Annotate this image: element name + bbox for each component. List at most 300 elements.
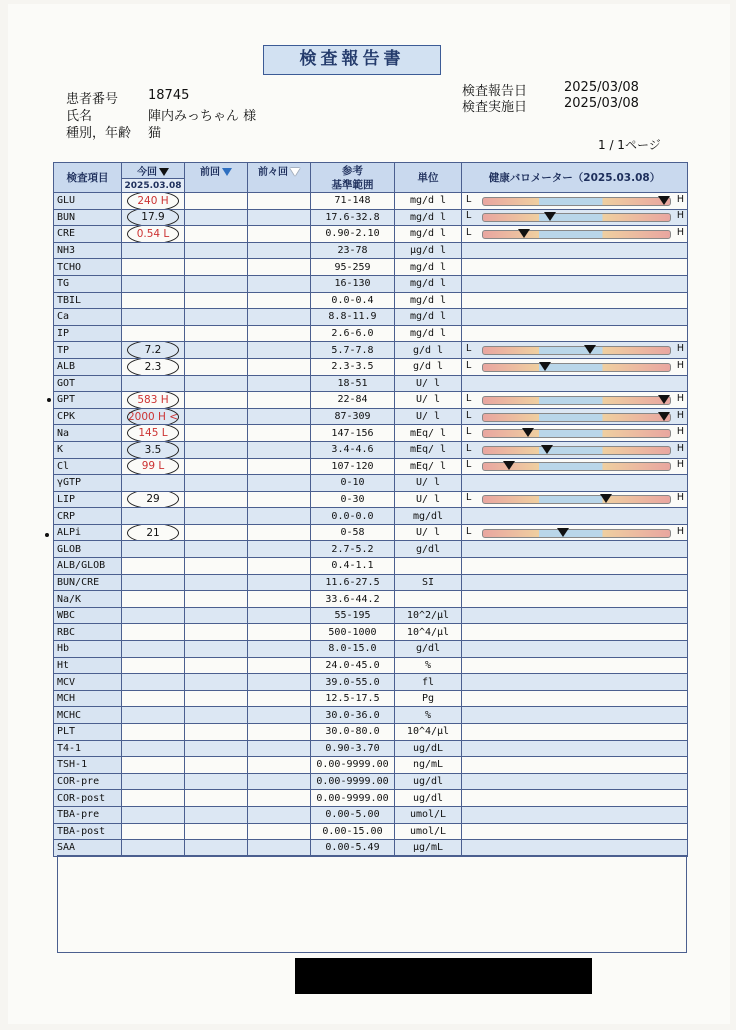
gauge-wrap — [464, 426, 685, 440]
gauge-bar — [482, 396, 671, 405]
current-value-text: 17.9 — [141, 211, 165, 224]
reference-range: 107-120 — [311, 458, 395, 475]
previous2-value — [248, 790, 311, 807]
item-name: CRP — [54, 508, 122, 525]
table-row — [54, 773, 688, 790]
previous2-value — [248, 508, 311, 525]
reference-range: 0.4-1.1 — [311, 558, 395, 575]
table-row — [54, 358, 688, 375]
table-row — [54, 342, 688, 359]
previous-value — [185, 674, 248, 691]
current-value — [122, 242, 185, 259]
previous-value — [185, 607, 248, 624]
current-value — [122, 690, 185, 707]
item-name: COR-pre — [54, 773, 122, 790]
gauge-low-label: L — [466, 409, 472, 421]
comment-box — [57, 855, 687, 953]
unit: mg/d l — [395, 309, 462, 326]
handwritten-circle — [127, 491, 179, 508]
health-gauge — [462, 674, 688, 691]
gauge-high-label: H — [676, 210, 684, 222]
gauge-high-label: H — [676, 426, 684, 438]
previous-value — [185, 657, 248, 674]
species: 猫 — [148, 126, 162, 141]
previous2-value — [248, 392, 311, 409]
table-row — [54, 508, 688, 525]
health-gauge — [462, 292, 688, 309]
previous-value — [185, 242, 248, 259]
health-gauge — [462, 491, 688, 508]
previous-value — [185, 558, 248, 575]
gauge-marker-icon — [658, 412, 670, 421]
gauge-marker-icon — [539, 362, 551, 371]
previous2-value — [248, 674, 311, 691]
item-name: TG — [54, 275, 122, 292]
previous-value — [185, 325, 248, 342]
header-previous: 前回 — [185, 163, 248, 193]
current-value — [122, 790, 185, 807]
gauge-high-label: H — [676, 459, 684, 471]
health-gauge — [462, 408, 688, 425]
current-value — [122, 823, 185, 840]
table-row — [54, 475, 688, 492]
item-name: BUN — [54, 209, 122, 226]
header-previous2: 前々回 — [248, 163, 311, 193]
unit: mg/d l — [395, 259, 462, 276]
current-value — [122, 541, 185, 558]
results-body — [54, 193, 688, 857]
reference-range: 0.00-9999.00 — [311, 790, 395, 807]
previous2-value — [248, 358, 311, 375]
previous-value — [185, 408, 248, 425]
report-date-label: 検査報告日 — [462, 84, 528, 99]
reference-range: 39.0-55.0 — [311, 674, 395, 691]
unit: mEq/ l — [395, 441, 462, 458]
unit: mg/d l — [395, 292, 462, 309]
previous-value — [185, 790, 248, 807]
health-gauge — [462, 773, 688, 790]
handwritten-circle — [127, 441, 179, 458]
table-row — [54, 724, 688, 741]
reference-range: 8.8-11.9 — [311, 309, 395, 326]
previous-value — [185, 342, 248, 359]
current-value — [122, 558, 185, 575]
table-row — [54, 375, 688, 392]
table-row — [54, 458, 688, 475]
item-name: IP — [54, 325, 122, 342]
health-gauge — [462, 624, 688, 641]
gauge-marker-icon — [541, 445, 553, 454]
current-value-text: 145 L — [138, 427, 168, 440]
previous-value — [185, 624, 248, 641]
previous2-value — [248, 574, 311, 591]
health-gauge — [462, 226, 688, 243]
current-value — [122, 641, 185, 658]
previous-value — [185, 441, 248, 458]
item-name: PLT — [54, 724, 122, 741]
previous-value — [185, 757, 248, 774]
table-row — [54, 275, 688, 292]
current-value-text: 7.2 — [144, 344, 162, 357]
gauge-wrap — [464, 526, 685, 540]
gauge-low-label: L — [466, 492, 472, 504]
table-row — [54, 790, 688, 807]
gauge-high-label: H — [676, 392, 684, 404]
previous2-value — [248, 458, 311, 475]
health-gauge — [462, 707, 688, 724]
current-value-text: 99 L — [141, 460, 165, 473]
table-row — [54, 607, 688, 624]
item-name: K — [54, 441, 122, 458]
unit: 10^4/μl — [395, 624, 462, 641]
header-item: 検査項目 — [54, 163, 122, 193]
current-value — [122, 724, 185, 741]
item-name: TBIL — [54, 292, 122, 309]
unit: g/d l — [395, 358, 462, 375]
previous-value — [185, 358, 248, 375]
gauge-marker-icon — [544, 212, 556, 221]
gauge-wrap — [464, 194, 685, 208]
health-gauge — [462, 524, 688, 541]
health-gauge — [462, 358, 688, 375]
previous-value — [185, 541, 248, 558]
reference-range: 3.4-4.6 — [311, 441, 395, 458]
reference-range: 0.90-2.10 — [311, 226, 395, 243]
health-gauge — [462, 425, 688, 442]
item-name: MCH — [54, 690, 122, 707]
item-name: CRE — [54, 226, 122, 243]
unit: umol/L — [395, 823, 462, 840]
gauge-low-label: L — [466, 226, 472, 238]
previous-value — [185, 724, 248, 741]
item-name: TSH-1 — [54, 757, 122, 774]
gauge-low-label: L — [466, 392, 472, 404]
current-value — [122, 309, 185, 326]
current-value — [122, 475, 185, 492]
unit: ug/dl — [395, 773, 462, 790]
current-value — [122, 375, 185, 392]
gauge-high-label: H — [676, 359, 684, 371]
redaction-bar — [295, 958, 592, 994]
gauge-bar — [482, 462, 671, 471]
unit: U/ l — [395, 524, 462, 541]
previous-value — [185, 773, 248, 790]
current-value — [122, 607, 185, 624]
unit: U/ l — [395, 475, 462, 492]
health-gauge — [462, 591, 688, 608]
reference-range: 0-58 — [311, 524, 395, 541]
unit: umol/L — [395, 806, 462, 823]
handwritten-circle — [127, 193, 179, 210]
health-gauge — [462, 342, 688, 359]
item-name: SAA — [54, 840, 122, 857]
table-row — [54, 408, 688, 425]
item-name: ALPi — [54, 524, 122, 541]
document-title: 検査報告書 — [263, 45, 441, 75]
gauge-wrap — [464, 210, 685, 224]
health-gauge — [462, 441, 688, 458]
gauge-high-label: H — [676, 442, 684, 454]
item-name: TBA-post — [54, 823, 122, 840]
table-row — [54, 392, 688, 409]
current-value — [122, 591, 185, 608]
gauge-bar — [482, 346, 671, 355]
previous2-value — [248, 275, 311, 292]
health-gauge — [462, 558, 688, 575]
current-value — [122, 292, 185, 309]
table-row — [54, 690, 688, 707]
previous-value — [185, 458, 248, 475]
previous2-value — [248, 773, 311, 790]
previous2-value — [248, 624, 311, 641]
health-gauge — [462, 724, 688, 741]
health-gauge — [462, 840, 688, 857]
gauge-high-label: H — [676, 193, 684, 205]
item-name: Na/K — [54, 591, 122, 608]
previous2-value — [248, 541, 311, 558]
handwritten-circle — [127, 425, 179, 442]
item-name: GLOB — [54, 541, 122, 558]
current-value — [122, 325, 185, 342]
gauge-bar — [482, 446, 671, 455]
sort-down-icon — [159, 168, 169, 176]
item-name: COR-post — [54, 790, 122, 807]
gauge-low-label: L — [466, 442, 472, 454]
table-row — [54, 425, 688, 442]
unit: 10^4/μl — [395, 724, 462, 741]
reference-range: 0-30 — [311, 491, 395, 508]
gauge-high-label: H — [676, 525, 684, 537]
gauge-high-label: H — [676, 409, 684, 421]
previous2-value — [248, 607, 311, 624]
previous-value — [185, 524, 248, 541]
table-row — [54, 441, 688, 458]
reference-range: 2.7-5.2 — [311, 541, 395, 558]
reference-range: 55-195 — [311, 607, 395, 624]
previous-value — [185, 840, 248, 857]
reference-range: 11.6-27.5 — [311, 574, 395, 591]
reference-range: 147-156 — [311, 425, 395, 442]
gauge-bar — [482, 495, 671, 504]
current-value — [122, 491, 185, 508]
unit: mg/dl — [395, 508, 462, 525]
unit: U/ l — [395, 375, 462, 392]
current-value — [122, 392, 185, 409]
item-name: Cl — [54, 458, 122, 475]
item-name: MCHC — [54, 707, 122, 724]
previous2-value — [248, 375, 311, 392]
table-row — [54, 624, 688, 641]
item-name: NH3 — [54, 242, 122, 259]
current-value — [122, 275, 185, 292]
current-value — [122, 574, 185, 591]
previous2-value — [248, 524, 311, 541]
reference-range: 33.6-44.2 — [311, 591, 395, 608]
health-gauge — [462, 392, 688, 409]
previous2-value — [248, 309, 311, 326]
current-value — [122, 226, 185, 243]
patient-id: 18745 — [148, 88, 190, 103]
unit: g/d l — [395, 342, 462, 359]
gauge-wrap — [464, 227, 685, 241]
current-value — [122, 624, 185, 641]
reference-range: 12.5-17.5 — [311, 690, 395, 707]
table-row — [54, 641, 688, 658]
gauge-bar — [482, 363, 671, 372]
item-name: T4-1 — [54, 740, 122, 757]
reference-range: 0.00-5.00 — [311, 806, 395, 823]
current-value — [122, 259, 185, 276]
sort-down-icon — [222, 168, 232, 176]
gauge-bar — [482, 197, 671, 206]
gauge-low-label: L — [466, 343, 472, 355]
previous-value — [185, 740, 248, 757]
health-gauge — [462, 275, 688, 292]
previous2-value — [248, 690, 311, 707]
health-gauge — [462, 690, 688, 707]
previous-value — [185, 574, 248, 591]
reference-range: 30.0-80.0 — [311, 724, 395, 741]
exam-date-label: 検査実施日 — [462, 100, 528, 115]
current-value-text: 2.3 — [144, 360, 162, 373]
item-name: GLU — [54, 193, 122, 210]
unit: 10^2/μl — [395, 607, 462, 624]
current-value — [122, 840, 185, 857]
gauge-marker-icon — [503, 461, 515, 470]
patient-name: 陣内みっちゃん 様 — [148, 109, 257, 124]
current-value — [122, 740, 185, 757]
table-row — [54, 524, 688, 541]
report-date: 2025/03/08 — [564, 80, 639, 95]
table-row — [54, 806, 688, 823]
header-reference: 参考 基準範囲 — [311, 163, 395, 193]
health-gauge — [462, 475, 688, 492]
reference-range: 16-130 — [311, 275, 395, 292]
previous2-value — [248, 342, 311, 359]
unit: g/dl — [395, 641, 462, 658]
current-value — [122, 707, 185, 724]
current-value — [122, 358, 185, 375]
reference-range: 0.0-0.0 — [311, 508, 395, 525]
reference-range: 0.00-15.00 — [311, 823, 395, 840]
gauge-bar — [482, 213, 671, 222]
reference-range: 22-84 — [311, 392, 395, 409]
previous2-value — [248, 641, 311, 658]
current-value-text: 21 — [146, 526, 160, 539]
health-gauge — [462, 242, 688, 259]
unit: U/ l — [395, 392, 462, 409]
item-name: MCV — [54, 674, 122, 691]
reference-range: 0.90-3.70 — [311, 740, 395, 757]
previous2-value — [248, 823, 311, 840]
current-value — [122, 193, 185, 210]
table-row — [54, 591, 688, 608]
table-row — [54, 309, 688, 326]
table-row — [54, 823, 688, 840]
item-name: TBA-pre — [54, 806, 122, 823]
unit: ug/dl — [395, 790, 462, 807]
previous2-value — [248, 840, 311, 857]
table-row — [54, 740, 688, 757]
health-gauge — [462, 325, 688, 342]
handwritten-circle — [127, 226, 179, 243]
health-gauge — [462, 757, 688, 774]
previous-value — [185, 292, 248, 309]
current-value — [122, 524, 185, 541]
previous2-value — [248, 707, 311, 724]
previous-value — [185, 508, 248, 525]
gauge-low-label: L — [466, 193, 472, 205]
previous2-value — [248, 591, 311, 608]
previous2-value — [248, 441, 311, 458]
previous-value — [185, 491, 248, 508]
table-row — [54, 325, 688, 342]
item-name: γGTP — [54, 475, 122, 492]
unit: Pg — [395, 690, 462, 707]
current-value-text: 240 H — [137, 194, 169, 207]
health-gauge — [462, 193, 688, 210]
current-value — [122, 674, 185, 691]
unit: mEq/ l — [395, 425, 462, 442]
current-value — [122, 508, 185, 525]
unit: ng/mL — [395, 757, 462, 774]
current-value — [122, 441, 185, 458]
species-age-label: 種別，年齢 — [66, 126, 132, 141]
handwritten-circle — [127, 524, 179, 541]
previous-value — [185, 375, 248, 392]
health-gauge — [462, 375, 688, 392]
unit: U/ l — [395, 408, 462, 425]
reference-range: 71-148 — [311, 193, 395, 210]
gauge-low-label: L — [466, 525, 472, 537]
gauge-marker-icon — [518, 229, 530, 238]
previous-value — [185, 209, 248, 226]
item-name: Hb — [54, 641, 122, 658]
margin-mark — [45, 533, 49, 537]
table-row — [54, 840, 688, 857]
gauge-marker-icon — [600, 494, 612, 503]
gauge-marker-icon — [557, 528, 569, 537]
reference-range: 2.6-6.0 — [311, 325, 395, 342]
health-gauge — [462, 607, 688, 624]
gauge-high-label: H — [676, 343, 684, 355]
previous-value — [185, 275, 248, 292]
reference-range: 18-51 — [311, 375, 395, 392]
previous2-value — [248, 740, 311, 757]
previous-value — [185, 806, 248, 823]
gauge-bar — [482, 529, 671, 538]
previous2-value — [248, 757, 311, 774]
handwritten-circle — [127, 458, 179, 475]
patient-id-label: 患者番号 — [66, 92, 119, 107]
health-gauge — [462, 259, 688, 276]
unit: % — [395, 657, 462, 674]
unit: U/ l — [395, 491, 462, 508]
health-gauge — [462, 458, 688, 475]
unit: mg/d l — [395, 325, 462, 342]
reference-range: 24.0-45.0 — [311, 657, 395, 674]
item-name: Ca — [54, 309, 122, 326]
reference-range: 0.00-9999.00 — [311, 757, 395, 774]
page-number: 1 / 1ページ — [598, 138, 661, 152]
gauge-wrap — [464, 443, 685, 457]
health-gauge — [462, 823, 688, 840]
health-gauge — [462, 657, 688, 674]
gauge-wrap — [464, 459, 685, 473]
previous2-value — [248, 408, 311, 425]
health-gauge — [462, 806, 688, 823]
unit: μg/mL — [395, 840, 462, 857]
